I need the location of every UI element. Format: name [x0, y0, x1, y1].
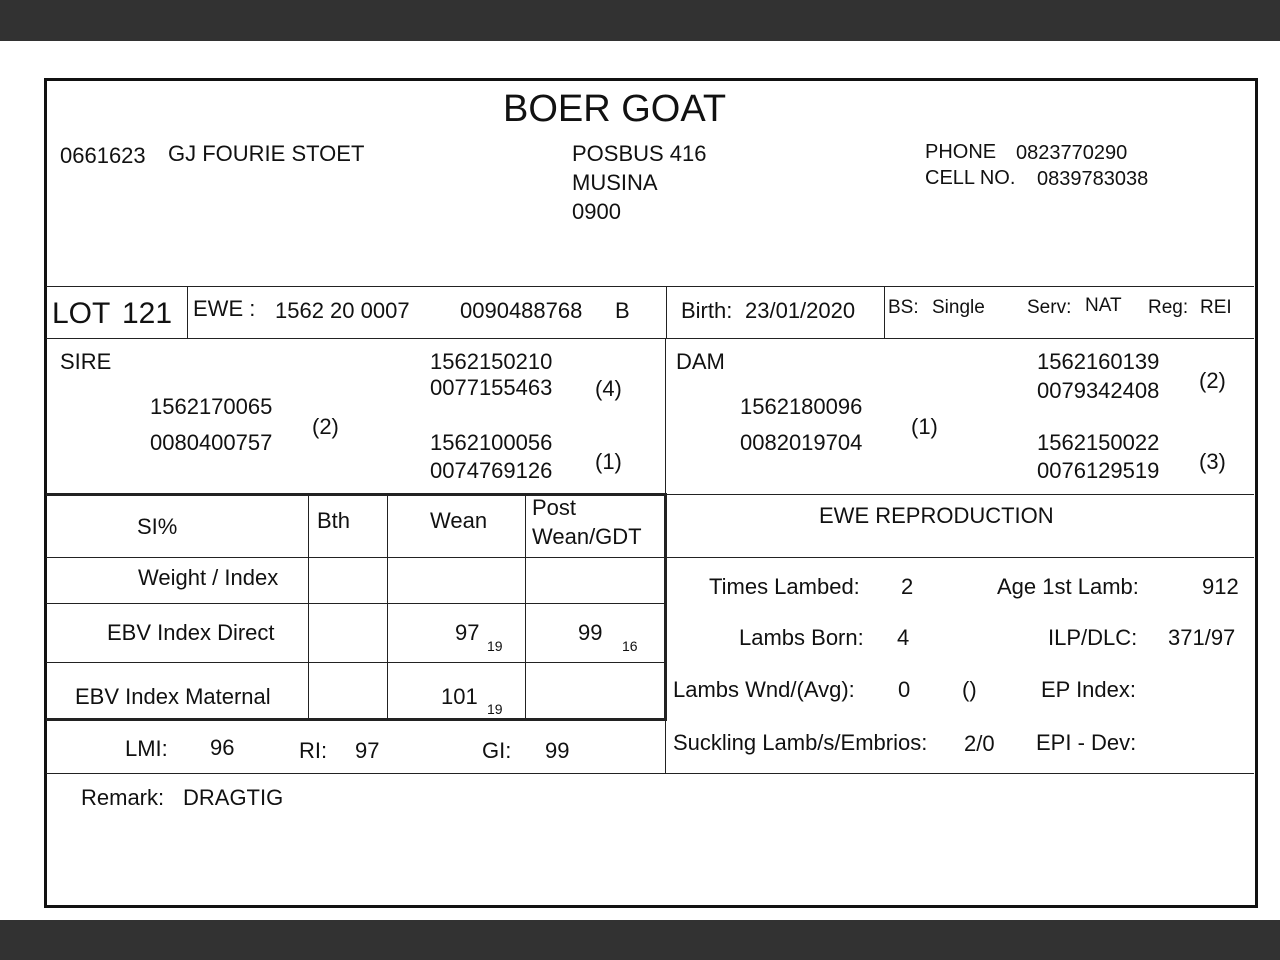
dam-label: DAM: [676, 349, 725, 374]
sire-count: (2): [312, 414, 339, 439]
address-line-3: 0900: [572, 199, 621, 224]
sire-sire-count: (4): [595, 376, 622, 401]
lambs-born-value: 4: [897, 625, 910, 650]
dam-sire-count: (2): [1199, 368, 1226, 393]
sire-sire-id-1: 1562150210: [430, 349, 553, 374]
sire-dam-id-2: 0074769126: [430, 458, 553, 483]
divider-repro-top: [666, 494, 1254, 495]
remark-label: Remark:: [81, 785, 165, 810]
sire-dam-id-1: 1562100056: [430, 430, 553, 455]
row-ebv-direct: EBV Index Direct: [107, 620, 275, 645]
birth-date: 23/01/2020: [745, 298, 856, 323]
lmi-value: 96: [210, 735, 235, 760]
divider-si-col3: [525, 494, 526, 720]
cell-label: CELL NO.: [925, 167, 1016, 189]
birth-label: Birth:: [681, 298, 733, 323]
gi-label: GI:: [482, 738, 512, 763]
sire-label: SIRE: [60, 349, 112, 374]
age-first-lamb-value: 912: [1202, 574, 1239, 599]
dam-dam-id-1: 1562150022: [1037, 430, 1160, 455]
divider-lot: [46, 338, 1254, 339]
phone-label: PHONE: [925, 141, 997, 163]
bth-header: Bth: [317, 508, 351, 533]
divider-si-right: [664, 494, 667, 720]
wean-header: Wean: [430, 508, 488, 533]
maternal-wean-sub: 19: [487, 701, 503, 717]
divider-si-row1: [46, 603, 667, 604]
post-wean-header-line-1: Post: [532, 495, 577, 520]
cell-number: 0839783038: [1037, 168, 1149, 190]
sire-id-2: 0080400757: [150, 430, 273, 455]
remark-value: DRAGTIG: [183, 785, 284, 810]
lambs-weaned-avg: (): [962, 677, 977, 702]
dam-sire-id-2: 0079342408: [1037, 378, 1160, 403]
divider-ewe-v: [666, 286, 667, 338]
dam-dam-count: (3): [1199, 449, 1226, 474]
dam-id-2: 0082019704: [740, 430, 863, 455]
document-title: BOER GOAT: [503, 88, 727, 130]
dam-id-1: 1562180096: [740, 394, 863, 419]
bs-label: BS:: [888, 297, 919, 318]
top-bar: [0, 0, 1280, 41]
post-wean-header-line-2: Wean/GDT: [532, 524, 642, 549]
reproduction-title: EWE REPRODUCTION: [819, 503, 1054, 528]
divider-si-col2: [387, 494, 388, 720]
divider-lot-v: [187, 286, 188, 338]
divider-sire-dam-v: [665, 338, 666, 494]
sire-sire-id-2: 0077155463: [430, 375, 553, 400]
lot-label: LOT: [52, 297, 111, 330]
serv-label: Serv:: [1027, 297, 1072, 318]
suckling-value: 2/0: [964, 731, 995, 756]
ep-index-label: EP Index:: [1041, 677, 1136, 702]
divider-birth-v: [884, 286, 885, 338]
reg-label: Reg:: [1148, 297, 1189, 318]
phone-number: 0823770290: [1016, 142, 1128, 164]
direct-post-value: 99: [578, 620, 603, 645]
divider-si-row2: [46, 662, 667, 663]
ilp-dlc-value: 371/97: [1168, 625, 1236, 650]
direct-wean-sub: 19: [487, 638, 503, 654]
dam-count: (1): [911, 414, 938, 439]
bottom-bar: [0, 920, 1280, 960]
suckling-label: Suckling Lamb/s/Embrios:: [673, 730, 928, 755]
ri-value: 97: [355, 738, 380, 763]
divider-indices: [46, 773, 1254, 774]
ewe-code: B: [615, 298, 630, 323]
address-line-2: MUSINA: [572, 170, 658, 195]
lambs-weaned-value: 0: [898, 677, 911, 702]
lambs-born-label: Lambs Born:: [739, 625, 864, 650]
row-ebv-maternal: EBV Index Maternal: [75, 684, 271, 709]
divider-si-bottom: [46, 718, 667, 721]
dam-sire-id-1: 1562160139: [1037, 349, 1160, 374]
divider-si-header: [46, 557, 1254, 558]
dam-dam-id-2: 0076129519: [1037, 458, 1160, 483]
ewe-label: EWE :: [193, 296, 256, 321]
serv-value: NAT: [1085, 295, 1122, 316]
sire-dam-count: (1): [595, 449, 622, 474]
direct-post-sub: 16: [622, 638, 638, 654]
times-lambed-label: Times Lambed:: [709, 574, 860, 599]
divider-header: [46, 286, 1254, 287]
reg-value: REI: [1200, 297, 1232, 318]
divider-si-col1: [308, 494, 309, 720]
sire-id-1: 1562170065: [150, 394, 273, 419]
ilp-dlc-label: ILP/DLC:: [1048, 625, 1138, 650]
lambs-weaned-label: Lambs Wnd/(Avg):: [673, 677, 855, 702]
address-line-1: POSBUS 416: [572, 141, 707, 166]
gi-value: 99: [545, 738, 570, 763]
lmi-label: LMI:: [125, 736, 168, 761]
breeder-name: GJ FOURIE STOET: [168, 141, 365, 166]
ri-label: RI:: [299, 738, 328, 763]
si-header: SI%: [137, 514, 178, 539]
breeder-code: 0661623: [60, 143, 146, 168]
divider-repro-left: [665, 718, 666, 774]
age-first-lamb-label: Age 1st Lamb:: [997, 574, 1139, 599]
bs-value: Single: [932, 297, 985, 318]
ewe-id: 1562 20 0007: [275, 298, 410, 323]
direct-wean-value: 97: [455, 620, 480, 645]
ewe-number: 0090488768: [460, 298, 583, 323]
times-lambed-value: 2: [901, 574, 914, 599]
row-weight-index: Weight / Index: [138, 565, 279, 590]
lot-number: 121: [122, 297, 173, 330]
maternal-wean-value: 101: [441, 684, 478, 709]
epi-dev-label: EPI - Dev:: [1036, 730, 1137, 755]
